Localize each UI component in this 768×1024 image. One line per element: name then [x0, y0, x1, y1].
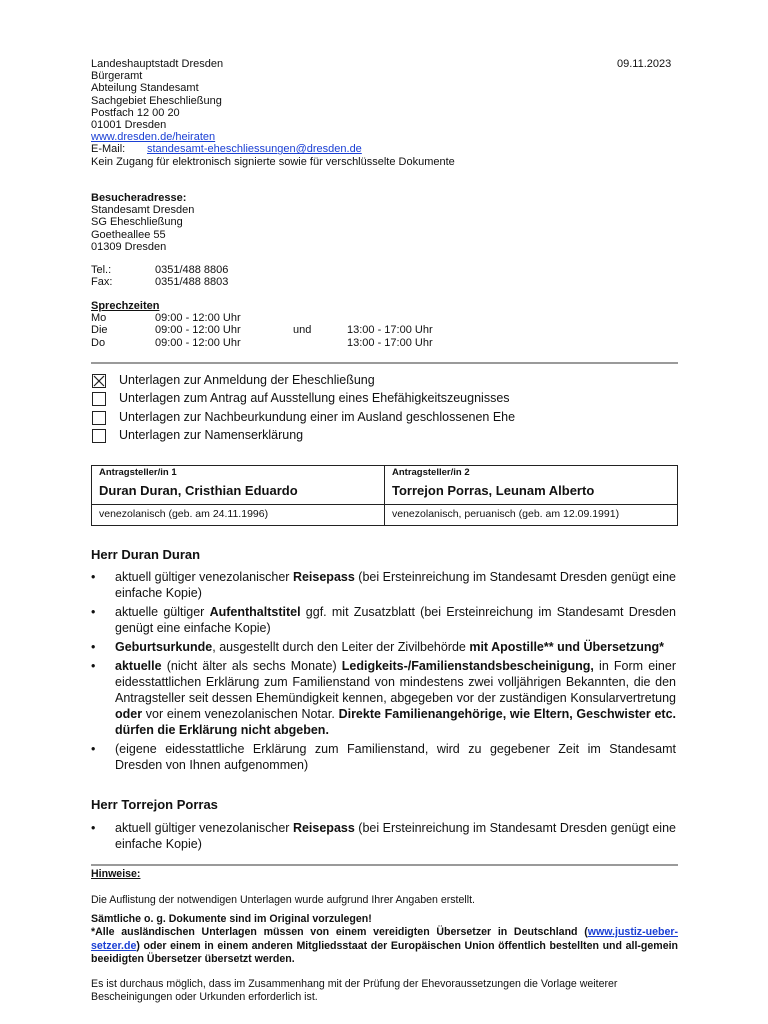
item-bold: aktuelle: [115, 659, 162, 673]
checkbox-checked-icon[interactable]: [92, 374, 106, 388]
item-text: (nicht älter als sechs Monate): [161, 659, 342, 673]
divider: [91, 864, 678, 866]
notes-paragraph: [91, 913, 678, 966]
divider: [91, 362, 678, 364]
hours-row: [91, 312, 491, 324]
item-text: aktuell gültiger venezolanischer: [115, 821, 293, 835]
item-text: ggf. mit Zusatzblatt (bei Ersteinreichung im Standesamt Dresden genügt eine einfache Kopie): [115, 605, 676, 635]
translator-link[interactable]: www.justiz-ueber-setzer.de: [91, 926, 678, 952]
fax-value: 0351/488 8803: [155, 276, 229, 289]
applicant-nationality-cell: [92, 505, 385, 526]
document-list: [91, 820, 676, 855]
hours-day: Do: [91, 336, 106, 349]
hours-pm: 13:00 - 17:00 Uhr: [347, 336, 433, 349]
notes-paragraph: Die Auflistung der notwendigen Unterlagen wurde aufgrund Ihrer Angaben erstellt.: [91, 894, 475, 906]
sender-address: [91, 58, 571, 168]
notes-original-required: Sämtliche o. g. Dokumente sind im Original vorzulegen!: [91, 913, 372, 925]
item-text: vor einem venezolanischen Notar.: [142, 707, 339, 721]
checkbox-label: Unterlagen zur Namenserklärung: [119, 428, 304, 442]
tel-label: Tel.:: [91, 264, 112, 276]
applicant-nationality-cell: [385, 505, 678, 526]
notes-translation: [91, 926, 678, 966]
hours-am: 09:00 - 12:00 Uhr: [155, 336, 241, 349]
notes-title: Hinweise:: [91, 868, 141, 880]
list-item: [91, 820, 676, 852]
item-bold: Reisepass: [292, 821, 355, 835]
bullet-icon: •: [91, 659, 96, 673]
notes-text: ) oder einem in einem anderen Mitgliedsstaat der Europäischen Union öffentlich bestellten und all-gemein beeidigten Übersetzer übersetzt werden.: [91, 939, 678, 965]
applicant-caption: Antragsteller/in 2: [392, 467, 470, 478]
address-line: Landeshauptstadt Dresden: [91, 58, 224, 70]
bullet-icon: •: [91, 640, 96, 654]
electronic-notice: Kein Zugang für elektronisch signierte sowie für verschlüsselte Dokumente: [91, 155, 455, 168]
bullet-icon: •: [91, 570, 96, 584]
hours-am: 09:00 - 12:00 Uhr: [155, 324, 241, 337]
list-item: [91, 569, 676, 601]
fax-label: Fax:: [91, 276, 113, 289]
hours-pm: 13:00 - 17:00 Uhr: [347, 324, 433, 337]
item-bold: oder: [115, 707, 143, 721]
bullet-icon: •: [91, 742, 96, 756]
applicants-table: [91, 465, 678, 526]
address-line: Sachgebiet Eheschließung: [91, 94, 222, 107]
contact-block: [91, 264, 391, 288]
item-text: aktuell gültiger venezolanischer: [115, 570, 293, 584]
notes-text: *Alle ausländischen Unterlagen müssen von einem vereidigten Übersetzer in Deutschland (: [91, 926, 588, 939]
item-bold: Reisepass: [292, 570, 355, 584]
checkbox-empty-icon[interactable]: [92, 429, 106, 443]
visitor-line: 01309 Dresden: [91, 240, 167, 253]
hours-day: Mo: [91, 312, 107, 325]
email-label: E-Mail:: [91, 143, 126, 156]
list-item: [91, 639, 676, 655]
opening-hours: [91, 300, 491, 349]
checkbox-empty-icon[interactable]: [92, 411, 106, 425]
email-link[interactable]: standesamt-eheschliessungen@dresden.de: [147, 143, 362, 156]
item-text: (bei Ersteinreichung im Standesamt Dresden genügt eine einfache Kopie): [115, 570, 676, 600]
item-bold: mit Apostille** und Übersetzung*: [469, 640, 665, 654]
applicant-name: Torrejon Porras, Leunam Alberto: [392, 483, 595, 498]
hours-day: Die: [91, 324, 108, 337]
list-item: [91, 604, 676, 636]
hours-row: [91, 324, 491, 336]
applicant-cell: [92, 466, 385, 505]
applicant-cell: [385, 466, 678, 505]
item-bold: Geburtsurkunde: [115, 640, 213, 654]
hours-row: [91, 337, 491, 349]
section-title: Herr Torrejon Porras: [91, 797, 218, 812]
hours-title: Sprechzeiten: [91, 300, 160, 312]
item-text: in Form einer eidesstattlichen Erklärung zum Familienstand von mindestens zwei volljährigen Bekannten, die den Antragsteller seit dessen Ehemündigkeit kennen, abgegeben vor der zuständigen Konsularvertretung: [115, 659, 677, 705]
visitor-address: [91, 192, 391, 253]
visitor-line: Standesamt Dresden: [91, 204, 195, 217]
checkbox-label: Unterlagen zum Antrag auf Ausstellung eines Ehefähigkeitszeugnisses: [119, 391, 510, 405]
item-text: (eigene eidesstattliche Erklärung zum Familienstand, wird zu gegebener Zeit im Standesamt Dresden von Ihnen aufgenommen): [115, 742, 676, 772]
bullet-icon: •: [91, 821, 96, 835]
section-title: Herr Duran Duran: [91, 547, 201, 562]
address-line: Bürgeramt: [91, 70, 143, 83]
visitor-line: Goetheallee 55: [91, 228, 166, 241]
visitor-line: SG Eheschließung: [91, 216, 183, 229]
item-bold: Ledigkeits-/Familienstandsbescheinigung,: [341, 659, 594, 673]
document-date: 09.11.2023: [617, 58, 672, 70]
hours-am: 09:00 - 12:00 Uhr: [155, 312, 241, 325]
item-bold: Direkte Familienangehörige, wie Eltern, Geschwister etc. dürfen die Erklärung nicht abgeben.: [115, 707, 676, 737]
applicant-nationality: venezolanisch, peruanisch (geb. am 12.09.1991): [392, 508, 620, 520]
notes-paragraph: Es ist durchaus möglich, dass im Zusammenhang mit der Prüfung der Ehevoraussetzungen die Vorlage weiterer Bescheinigungen oder Urkunden erforderlich ist.: [91, 978, 618, 1004]
checkbox-label: Unterlagen zur Nachbeurkundung einer im Ausland geschlossenen Ehe: [119, 410, 516, 424]
visitor-title: Besucheradresse:: [91, 192, 187, 204]
applicant-name: Duran Duran, Cristhian Eduardo: [99, 483, 298, 498]
address-line: Abteilung Standesamt: [91, 82, 199, 95]
tel-value: 0351/488 8806: [155, 264, 229, 276]
website-link[interactable]: www.dresden.de/heiraten: [91, 131, 216, 144]
list-item: [91, 658, 676, 738]
item-text: (bei Ersteinreichung im Standesamt Dresden genügt eine einfache Kopie): [115, 821, 676, 851]
checkbox-empty-icon[interactable]: [92, 392, 106, 406]
address-line: 01001 Dresden: [91, 119, 167, 132]
address-line: Postfach 12 00 20: [91, 106, 180, 119]
item-text: , ausgestellt durch den Leiter der Zivilbehörde: [212, 640, 470, 654]
document-list: [91, 569, 676, 776]
applicant-nationality: venezolanisch (geb. am 24.11.1996): [99, 508, 269, 520]
item-bold: Aufenthaltstitel: [209, 605, 301, 619]
item-text: aktuelle gültiger: [115, 605, 210, 619]
hours-and: und: [293, 324, 312, 337]
checkbox-label: Unterlagen zur Anmeldung der Eheschließung: [119, 373, 375, 387]
bullet-icon: •: [91, 605, 96, 619]
applicant-caption: Antragsteller/in 1: [99, 467, 177, 478]
list-item: [91, 741, 676, 773]
